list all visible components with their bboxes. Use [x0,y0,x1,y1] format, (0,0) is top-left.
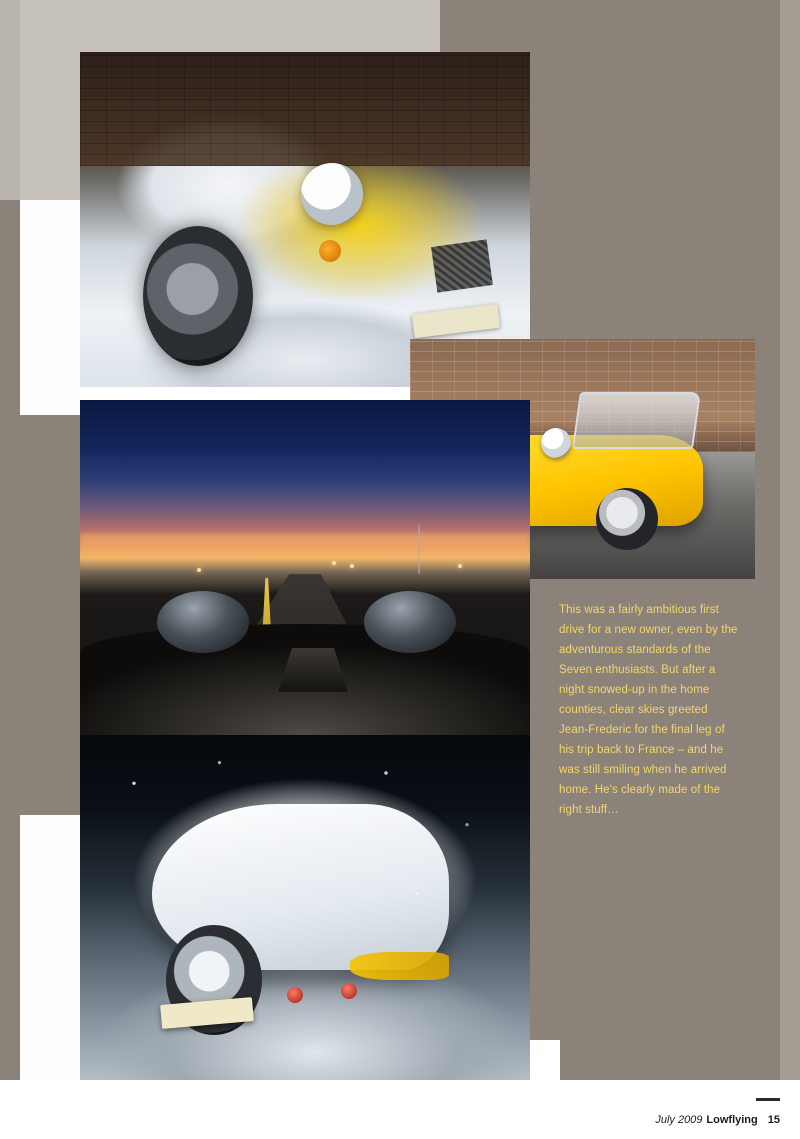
background-block-taupe-column [20,415,80,815]
background-block-grey-top-left [0,0,20,200]
background-block-white-left-upper [20,200,80,415]
number-plate [411,304,499,338]
brick-wall-backdrop [80,52,530,166]
headlamp-right [541,428,571,458]
front-wheel [596,488,658,550]
issue-date: July 2009 [655,1114,703,1126]
photo-snow-covered-seven-front [80,52,530,387]
front-wheel [143,226,253,366]
caption-block [559,600,739,820]
caption-text: This was a fairly ambitious first drive for a new owner, even by the adventurous standards of the Seven enthusiasts. But after a night snowed-up in the home counties, clear skies greeted Jean-Frederic for the final leg of his trip back to France – and he was still smiling when he arrived home. He's clearly made of the right stuff… [559,604,738,816]
dawn-horizon-glow [80,534,530,574]
front-wing-left [157,591,249,653]
distant-light [197,568,201,572]
front-wing-right [364,591,456,653]
indicator-lamp [319,240,341,262]
magazine-title: Lowflying [706,1114,758,1126]
page-number: 15 [767,1114,780,1126]
background-block-right-edge [780,0,800,1080]
photo-dawn-road-over-bonnet [80,400,530,735]
footer-rule [756,1098,780,1101]
headlamp [301,163,363,225]
windscreen [572,392,701,449]
footer-line [655,1114,780,1126]
page-footer [0,1080,800,1139]
falling-snow-overlay [80,735,530,1080]
grille-mesh [431,239,493,292]
background-block-taupe-left [0,200,20,1080]
photo-snow-covered-seven-rear [80,735,530,1080]
radio-mast [418,524,420,574]
distant-light [332,561,336,565]
background-block-white-left-lower [20,815,80,1080]
